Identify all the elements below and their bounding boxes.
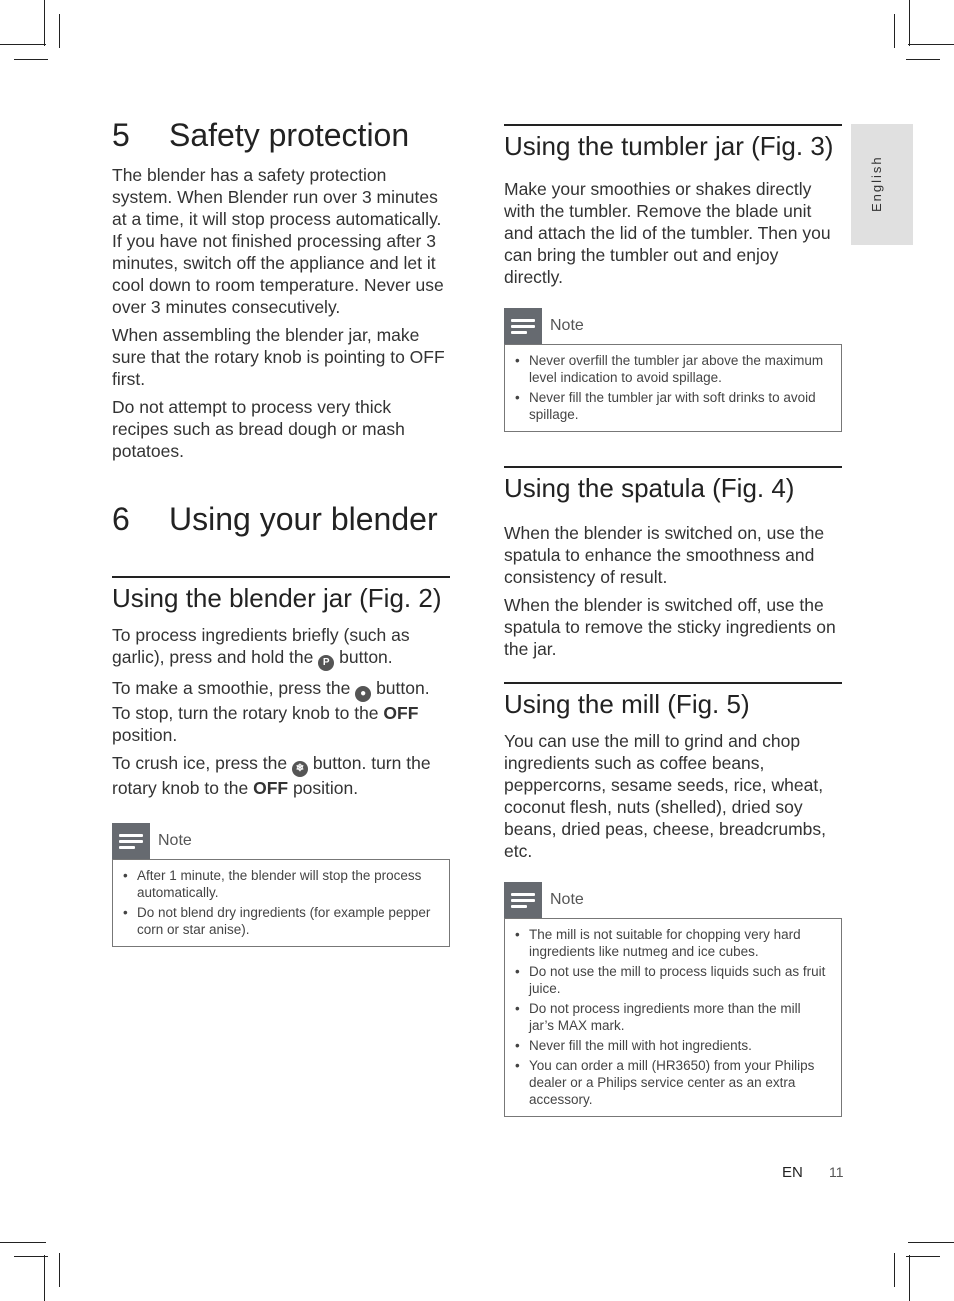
crop-mark [0, 1242, 46, 1243]
note-item: • Do not use the mill to process liquids such as fruit juice. [515, 963, 829, 997]
section-title: Using your blender [169, 501, 438, 537]
text: To crush ice, press the [112, 753, 288, 773]
note-box [504, 882, 842, 1117]
paragraph: When the blender is switched on, use the spatula to enhance the smoothness and consistency of result. [504, 523, 825, 587]
paragraph: The blender has a safety protection system. When Blender run over 3 minutes at a time, it will stop process automatically. If you have not finished processing after 3 minutes, switch off the appliance and let it cool down to room temperature. Never use over 3 minutes consecutively. [112, 165, 444, 317]
text: button. turn the rotary knob to the [112, 753, 431, 798]
text: position. [112, 725, 178, 745]
note-content [504, 344, 842, 432]
paragraph: Make your smoothies or shakes directly with the tumbler. Remove the blade unit and attach the lid of the tumbler. Then you can bring the tumbler out and enjoy directly. [504, 179, 831, 287]
text: To make a smoothie, press the [112, 678, 351, 698]
note-header [112, 823, 450, 859]
note-item: • Never overfill the tumbler jar above the maximum level indication to avoid spillage. [515, 352, 829, 386]
subsection-title: Using the tumbler jar (Fig. 3) [504, 124, 842, 164]
section-title: Safety protection [169, 117, 410, 153]
keyword: OFF [383, 703, 419, 723]
text: button. [339, 647, 393, 667]
section-number: 6 [112, 501, 130, 537]
note-content [112, 859, 450, 947]
section-number: 5 [112, 117, 130, 153]
note-content [504, 918, 842, 1117]
footer-language: EN [782, 1164, 803, 1181]
note-icon [504, 882, 542, 918]
page-number: 11 [829, 1164, 844, 1180]
note-label: Note [550, 317, 584, 334]
subsection-title: Using the spatula (Fig. 4) [504, 466, 842, 506]
paragraph: When assembling the blender jar, make sure that the rotary knob is pointing to OFF first. [112, 325, 445, 389]
language-tab-label: English [869, 155, 884, 212]
note-header [504, 308, 842, 344]
ice-crush-button-icon: ❄ [292, 761, 308, 777]
crop-mark [14, 1256, 48, 1257]
note-item: • Never fill the tumbler jar with soft drinks to avoid spillage. [515, 389, 829, 423]
note-item: • You can order a mill (HR3650) from your Philips dealer or a Philips service center as an extra accessory. [515, 1057, 829, 1108]
note-box [112, 823, 450, 947]
smoothie-button-icon: ● [355, 686, 371, 702]
paragraph [112, 752, 450, 799]
paragraph [112, 677, 450, 746]
keyword: OFF [253, 778, 289, 798]
section-6-heading [112, 500, 450, 538]
right-column [504, 124, 842, 1117]
note-box [504, 308, 842, 432]
paragraph: You can use the mill to grind and chop ingredients such as coffee beans, peppercorns, sesame seeds, rice, wheat, coconut flesh, nuts (shelled), dried soy beans, dried peas, cheese, breadcrumbs, etc. [504, 731, 826, 861]
crop-mark [906, 1256, 940, 1257]
note-label: Note [158, 832, 192, 849]
paragraph: When the blender is switched off, use the spatula to remove the sticky ingredients on the jar. [504, 595, 836, 659]
crop-mark [59, 1253, 60, 1287]
left-column [112, 116, 450, 947]
crop-mark [908, 1242, 954, 1243]
text: To process ingredients briefly (such as garlic), press and hold the [112, 625, 410, 667]
paragraph [112, 624, 450, 671]
note-item: • Do not process ingredients more than the mill jar’s MAX mark. [515, 1000, 829, 1034]
note-icon [504, 308, 542, 344]
note-item: • Do not blend dry ingredients (for example pepper corn or star anise). [123, 904, 437, 938]
crop-mark [14, 59, 48, 60]
note-item: • Never fill the mill with hot ingredients. [515, 1037, 829, 1054]
subsection-title: Using the mill (Fig. 5) [504, 682, 842, 722]
text: button. To stop, turn the rotary knob to the [112, 678, 430, 723]
crop-mark [909, 1255, 910, 1301]
crop-mark [909, 0, 910, 46]
subsection-title: Using the blender jar (Fig. 2) [112, 576, 450, 616]
pulse-button-icon: P [318, 655, 334, 671]
note-header [504, 882, 842, 918]
text: position. [292, 778, 359, 798]
note-label: Note [550, 891, 584, 908]
note-item: • After 1 minute, the blender will stop the process automatically. [123, 867, 437, 901]
crop-mark [908, 44, 954, 45]
section-5-heading [112, 116, 450, 154]
crop-mark [894, 1253, 895, 1287]
paragraph: Do not attempt to process very thick recipes such as bread dough or mash potatoes. [112, 397, 405, 461]
crop-mark [44, 1255, 45, 1301]
crop-mark [59, 14, 60, 48]
crop-mark [44, 0, 45, 46]
crop-mark [0, 44, 46, 45]
crop-mark [906, 59, 940, 60]
note-item: • The mill is not suitable for chopping very hard ingredients like nutmeg and ice cubes. [515, 926, 829, 960]
note-icon [112, 823, 150, 859]
crop-mark [894, 14, 895, 48]
language-tab [851, 124, 913, 245]
